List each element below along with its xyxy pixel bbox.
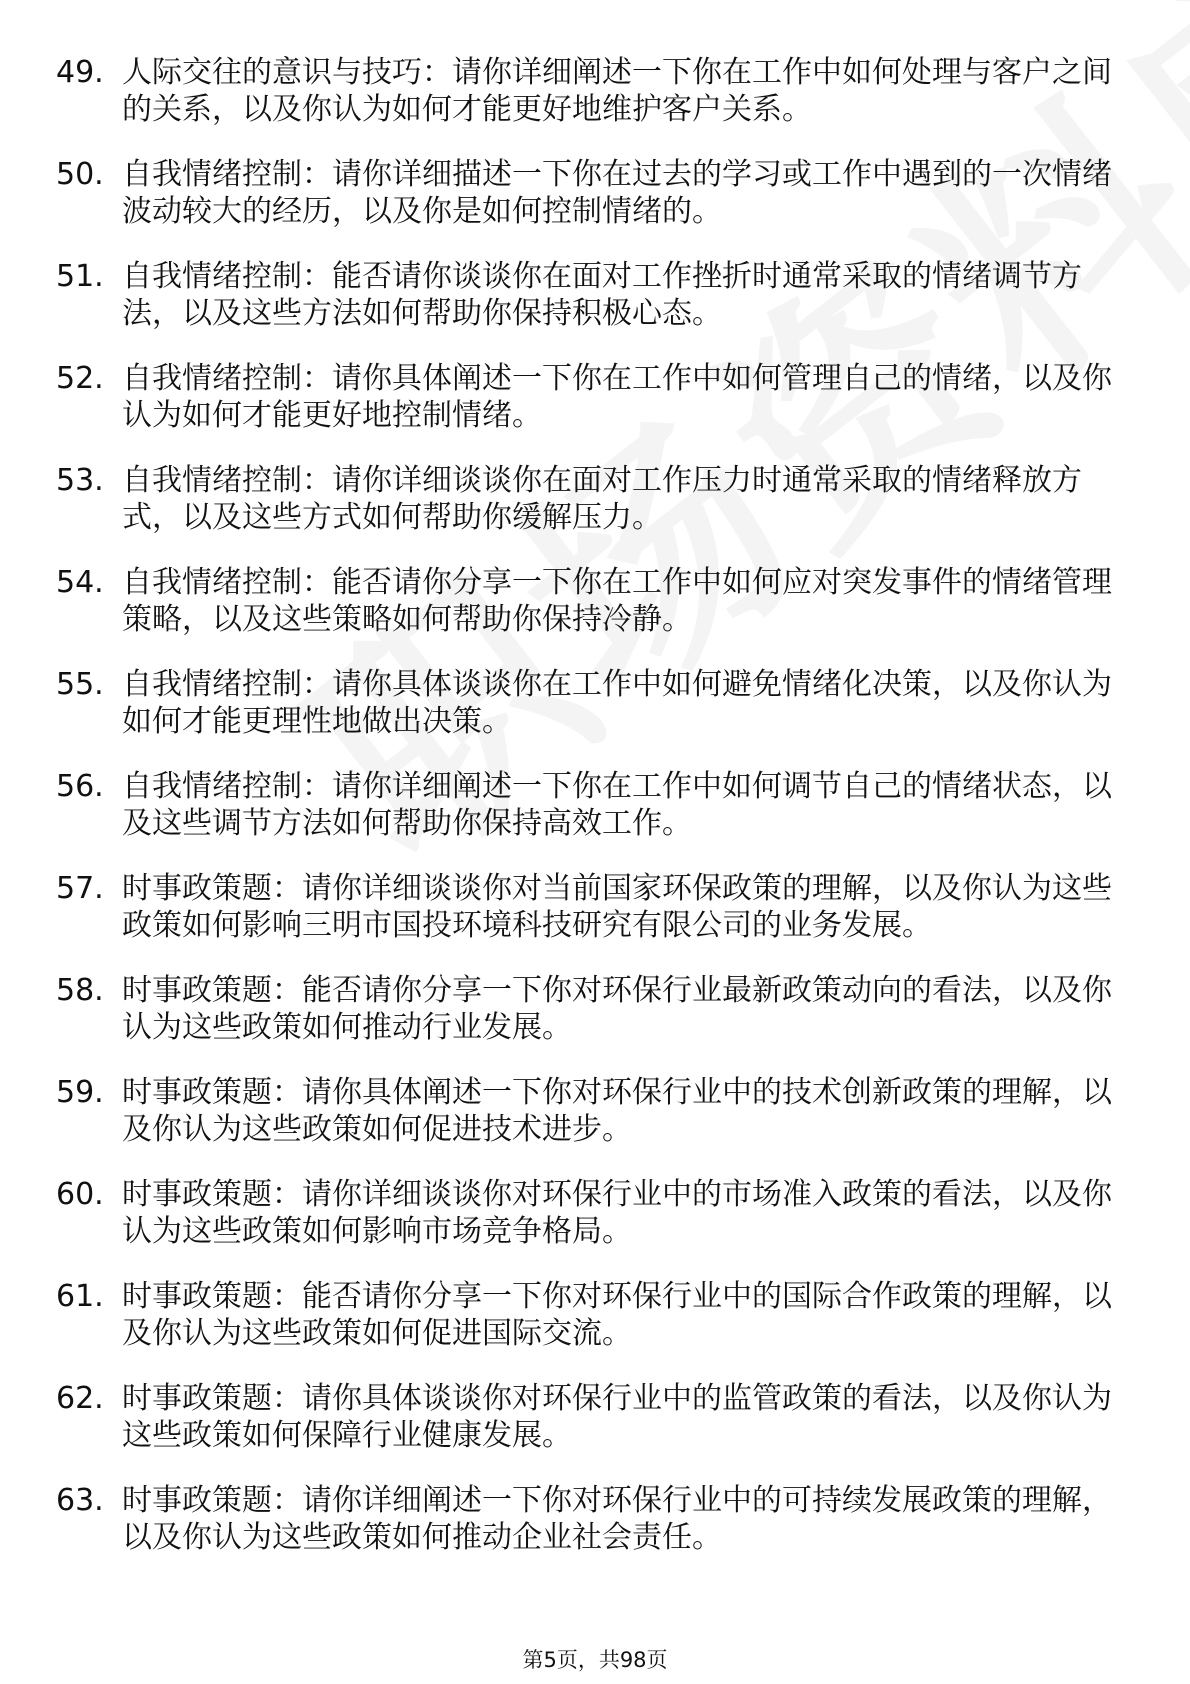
- question-text: 时事政策题：请你具体阐述一下你对环保行业中的技术创新政策的理解，以及你认为这些政策如何促进技术进步。: [122, 1075, 1112, 1147]
- question-number: 63.: [56, 1483, 104, 1518]
- question-number: 51.: [56, 259, 104, 294]
- question-text: 时事政策题：请你具体谈谈你对环保行业中的监管政策的看法，以及你认为这些政策如何保障行业健康发展。: [122, 1381, 1112, 1453]
- question-text: 时事政策题：请你详细谈谈你对环保行业中的市场准入政策的看法，以及你认为这些政策如何影响市场竞争格局。: [122, 1177, 1112, 1249]
- question-item: [56, 360, 1136, 434]
- question-item: [56, 768, 1136, 842]
- question-number: 62.: [56, 1381, 104, 1416]
- question-number: 56.: [56, 769, 104, 804]
- question-text: 自我情绪控制：请你详细阐述一下你在工作中如何调节自己的情绪状态，以及这些调节方法如何帮助你保持高效工作。: [122, 769, 1112, 841]
- question-text: 自我情绪控制：能否请你分享一下你在工作中如何应对突发事件的情绪管理策略，以及这些策略如何帮助你保持冷静。: [122, 565, 1112, 637]
- question-item: [56, 1176, 1136, 1250]
- question-item: [56, 156, 1136, 230]
- question-item: [56, 1074, 1136, 1148]
- question-item: [56, 54, 1136, 128]
- question-number: 52.: [56, 361, 104, 396]
- question-item: [56, 1482, 1136, 1556]
- question-number: 60.: [56, 1177, 104, 1212]
- question-item: [56, 666, 1136, 740]
- question-item: [56, 462, 1136, 536]
- question-text: 时事政策题：请你详细谈谈你对当前国家环保政策的理解，以及你认为这些政策如何影响三明市国投环境科技研究有限公司的业务发展。: [122, 871, 1112, 943]
- question-text: 人际交往的意识与技巧：请你详细阐述一下你在工作中如何处理与客户之间的关系，以及你认为如何才能更好地维护客户关系。: [122, 55, 1112, 127]
- question-number: 55.: [56, 667, 104, 702]
- question-text: 时事政策题：请你详细阐述一下你对环保行业中的可持续发展政策的理解，以及你认为这些政策如何推动企业社会责任。: [122, 1483, 1112, 1555]
- question-item: [56, 564, 1136, 638]
- question-item: [56, 1278, 1136, 1352]
- question-number: 53.: [56, 463, 104, 498]
- question-number: 59.: [56, 1075, 104, 1110]
- question-text: 时事政策题：能否请你分享一下你对环保行业最新政策动向的看法，以及你认为这些政策如何推动行业发展。: [122, 973, 1112, 1045]
- question-text: 自我情绪控制：请你详细谈谈你在面对工作压力时通常采取的情绪释放方式，以及这些方式如何帮助你缓解压力。: [122, 463, 1082, 535]
- question-text: 自我情绪控制：请你详细描述一下你在过去的学习或工作中遇到的一次情绪波动较大的经历，以及你是如何控制情绪的。: [122, 157, 1112, 229]
- question-number: 61.: [56, 1279, 104, 1314]
- question-text: 自我情绪控制：请你具体阐述一下你在工作中如何管理自己的情绪，以及你认为如何才能更好地控制情绪。: [122, 361, 1112, 433]
- question-number: 50.: [56, 157, 104, 192]
- question-item: [56, 870, 1136, 944]
- question-item: [56, 972, 1136, 1046]
- question-number: 58.: [56, 973, 104, 1008]
- page-footer: 第5页，共98页: [522, 1648, 668, 1672]
- question-number: 49.: [56, 55, 104, 90]
- question-number: 57.: [56, 871, 104, 906]
- question-text: 自我情绪控制：能否请你谈谈你在面对工作挫折时通常采取的情绪调节方法，以及这些方法如何帮助你保持积极心态。: [122, 259, 1082, 331]
- question-item: [56, 258, 1136, 332]
- question-item: [56, 1380, 1136, 1454]
- question-text: 自我情绪控制：请你具体谈谈你在工作中如何避免情绪化决策，以及你认为如何才能更理性地做出决策。: [122, 667, 1112, 739]
- question-number: 54.: [56, 565, 104, 600]
- question-list: [56, 54, 1136, 1584]
- question-text: 时事政策题：能否请你分享一下你对环保行业中的国际合作政策的理解，以及你认为这些政策如何促进国际交流。: [122, 1279, 1112, 1351]
